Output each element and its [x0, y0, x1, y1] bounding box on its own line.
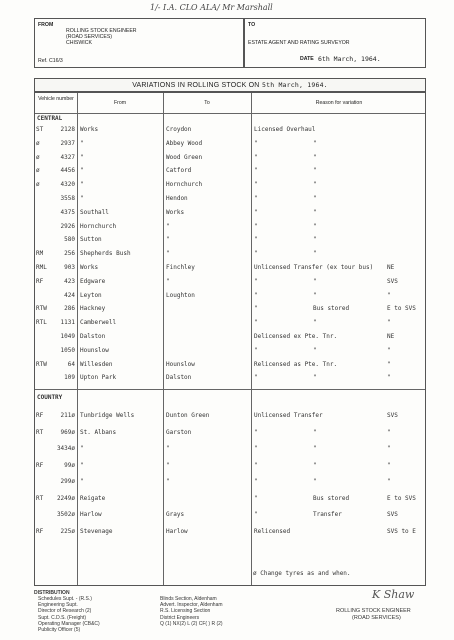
from-location: " — [80, 445, 84, 452]
distribution-item: Supt. C.D.S. (Freight) — [38, 614, 87, 621]
from-location: Dalston — [80, 333, 106, 340]
reason-text: " — [254, 291, 258, 299]
reason-text: " — [254, 181, 258, 189]
vehicle-class: RT — [36, 428, 44, 436]
vehicle-number: 4375 — [60, 208, 75, 216]
reason-text: " — [254, 478, 258, 485]
reason-suffix: NE — [387, 264, 395, 271]
signature-line2: (ROAD SERVICES) — [352, 615, 401, 621]
from-location: Camberwell — [80, 319, 117, 327]
distribution-item: Operating Manager (CB&C) — [38, 620, 100, 627]
reason-text: " — [254, 346, 258, 354]
reason-note: Transfer — [313, 511, 342, 518]
to-location: Dalston — [166, 374, 192, 382]
table-row — [35, 153, 425, 165]
vehicle-number: 903 — [64, 264, 75, 271]
column-header-row — [35, 93, 425, 114]
table-row — [35, 527, 425, 539]
reason-text: " — [254, 494, 258, 502]
vehicle-number: 1131 — [60, 319, 75, 327]
reason-suffix: NE — [387, 333, 395, 340]
reason-suffix: " — [387, 478, 391, 485]
reason-text: " — [254, 374, 258, 382]
vehicle-number: 211ø — [60, 412, 75, 419]
from-location: Sutton — [80, 236, 102, 244]
distribution-left-list — [38, 596, 100, 633]
reason-suffix: " — [387, 291, 391, 299]
table-row — [35, 510, 425, 522]
from-location: Leyton — [80, 291, 102, 299]
vehicle-class: RTW — [36, 360, 47, 368]
reason-note: Bus stored — [313, 494, 350, 502]
distribution-item: Engineering Supt. — [38, 602, 78, 609]
table-row — [35, 208, 425, 220]
vehicle-class: ø — [36, 181, 40, 189]
from-location: Harlow — [80, 511, 102, 518]
to-location: Catford — [166, 167, 192, 175]
vehicle-number: 299ø — [60, 478, 75, 485]
table-row — [35, 304, 425, 316]
distribution-item: Blinds Section, Aldenham — [160, 596, 217, 602]
distribution-item: Advert. Inspector, Aldenham — [160, 602, 223, 609]
distribution-item: Director of Research (2) — [38, 608, 92, 615]
title-prefix: VARIATIONS IN ROLLING STOCK ON — [132, 82, 260, 89]
vehicle-number: 2249ø — [56, 494, 75, 502]
from-location: Upton Park — [80, 374, 117, 382]
reason-note: " — [313, 374, 317, 382]
reason-note: " — [313, 181, 317, 189]
table-row — [35, 263, 425, 275]
from-location: St. Albans — [80, 428, 117, 436]
from-org-line3: CHISWICK — [66, 40, 92, 46]
vehicle-number: 64 — [67, 360, 75, 368]
table-row — [35, 332, 425, 344]
table-row — [35, 180, 425, 192]
variations-table — [34, 92, 426, 586]
vehicle-number: 2937 — [60, 139, 75, 147]
country-rows — [35, 411, 425, 541]
reason-text: " — [254, 445, 258, 452]
from-location: " — [80, 461, 84, 469]
col-header-vehicle: Vehicle number — [38, 96, 74, 102]
distribution-item: District Engineers — [160, 614, 200, 621]
table-row — [35, 461, 425, 473]
table-row — [35, 222, 425, 234]
vehicle-number: 3502ø — [56, 511, 75, 518]
vehicle-class: RT — [36, 494, 44, 502]
footnote: ø Change tyres as and when. — [253, 570, 351, 577]
vehicle-number: 3558 — [60, 195, 75, 202]
reason-text: " — [254, 305, 258, 313]
reason-note: " — [313, 222, 317, 230]
distribution-item: Publicity Officer (5) — [38, 627, 81, 634]
reason-note: " — [313, 195, 317, 202]
to-label: TO — [248, 22, 256, 28]
reason-text: " — [254, 236, 258, 244]
reason-suffix: " — [387, 360, 391, 368]
to-location: Hornchurch — [166, 181, 203, 189]
reason-text: Licensed Overhaul — [254, 126, 316, 133]
vehicle-number: 3434ø — [56, 445, 75, 452]
to-location: " — [166, 222, 170, 230]
reason-suffix: E to SVS — [387, 494, 416, 502]
to-location: Grays — [166, 511, 185, 518]
table-row — [35, 494, 425, 506]
reason-text: Delicensed ex Pte. Tnr. — [254, 333, 338, 340]
reason-suffix: " — [387, 374, 391, 382]
distribution-label: DISTRIBUTION — [34, 590, 70, 596]
table-row — [35, 346, 425, 358]
vehicle-class: RTW — [36, 305, 47, 313]
reason-suffix: E to SVS — [387, 305, 416, 313]
reason-text: Unlicensed Transfer — [254, 412, 323, 419]
to-location: Wood Green — [166, 153, 203, 161]
table-row — [35, 166, 425, 178]
vehicle-class: ø — [36, 167, 40, 175]
table-row — [35, 249, 425, 261]
vehicle-number: 2128 — [60, 126, 75, 133]
reason-suffix: SVS — [387, 412, 398, 419]
reason-note: " — [313, 428, 317, 436]
distribution-item: Schedules Supt. - (R.S.) — [38, 596, 92, 602]
vehicle-number: 424 — [64, 291, 75, 299]
date-label: DATE — [300, 56, 314, 62]
reason-note: " — [313, 291, 317, 299]
reason-note: " — [313, 250, 317, 258]
from-location: Works — [80, 264, 99, 271]
vehicle-number: 2926 — [60, 222, 75, 230]
to-location: " — [166, 478, 170, 485]
from-location: " — [80, 478, 84, 485]
reason-note: Bus stored — [313, 305, 350, 313]
reason-text: " — [254, 153, 258, 161]
vehicle-number: 256 — [64, 250, 75, 258]
to-location: " — [166, 250, 170, 258]
vehicle-number: 99ø — [64, 461, 75, 469]
from-location: Willesden — [80, 360, 113, 368]
table-row — [35, 360, 425, 372]
to-org: ESTATE AGENT AND RATING SURVEYOR — [248, 40, 350, 46]
to-location: Works — [166, 208, 185, 216]
from-location: " — [80, 167, 84, 175]
to-location: " — [166, 445, 170, 452]
handwritten-routing: 1/- I.A. CLO ALA/ Mr Marshall — [150, 3, 273, 12]
reason-text: Unlicensed Transfer (ex tour bus) — [254, 264, 374, 271]
reason-note: " — [313, 208, 317, 216]
to-location: Dunton Green — [166, 412, 210, 419]
ref-number: Ref. C16/3 — [38, 58, 63, 64]
to-location: " — [166, 236, 170, 244]
from-location: Stevenage — [80, 527, 113, 535]
table-row — [35, 318, 425, 330]
reason-note: " — [313, 153, 317, 161]
from-location: Southall — [80, 208, 109, 216]
to-location: Hendon — [166, 195, 188, 202]
reason-suffix: SVS — [387, 511, 398, 518]
from-location: Edgware — [80, 277, 106, 285]
reason-text: " — [254, 428, 258, 436]
reason-note: " — [313, 346, 317, 354]
table-row — [35, 428, 425, 440]
to-location: " — [166, 277, 170, 285]
col-header-reason: Reason for variation — [315, 100, 363, 106]
table-row — [35, 139, 425, 151]
from-location: Hounslow — [80, 346, 109, 354]
reason-suffix: SVS to E — [387, 527, 416, 535]
from-location: " — [80, 139, 84, 147]
vehicle-class: ø — [36, 153, 40, 161]
table-row — [35, 235, 425, 247]
vehicle-number: 969ø — [60, 428, 75, 436]
vehicle-number: 225ø — [60, 527, 75, 535]
vehicle-class: RF — [36, 461, 44, 469]
vehicle-class: RM — [36, 250, 44, 258]
table-title — [34, 81, 426, 89]
from-location: Tunbridge Wells — [80, 412, 135, 419]
reason-suffix: " — [387, 428, 391, 436]
table-row — [35, 125, 425, 137]
from-location: Shepherds Bush — [80, 250, 131, 258]
reason-suffix: " — [387, 461, 391, 469]
vehicle-class: ST — [36, 126, 44, 133]
reason-text: " — [254, 222, 258, 230]
from-location: " — [80, 181, 84, 189]
from-location: Hackney — [80, 305, 106, 313]
table-row — [35, 444, 425, 456]
reason-text: Relicensed — [254, 527, 291, 535]
table-row — [35, 411, 425, 423]
section-central: CENTRAL — [37, 115, 63, 122]
reason-suffix: " — [387, 445, 391, 452]
vehicle-number: 1050 — [60, 346, 75, 354]
reason-note: " — [313, 139, 317, 147]
vehicle-number: 286 — [64, 305, 75, 313]
reason-note: " — [313, 277, 317, 285]
vehicle-class: RTL — [36, 319, 47, 327]
to-location: Finchley — [166, 264, 195, 271]
section-divider — [35, 389, 425, 390]
table-row — [35, 477, 425, 489]
signature-handwritten: K Shaw — [372, 588, 415, 601]
reason-suffix: " — [387, 319, 391, 327]
vehicle-class: RF — [36, 412, 44, 419]
reason-note: " — [313, 167, 317, 175]
vehicle-number: 4327 — [60, 153, 75, 161]
vehicle-class: RF — [36, 277, 44, 285]
to-location: Croydon — [166, 126, 192, 133]
reason-text: " — [254, 511, 258, 518]
vehicle-number: 4320 — [60, 181, 75, 189]
vehicle-number: 4456 — [60, 167, 75, 175]
distribution-item: Q (1) NX(2) L (2) CF( ) R (2) — [160, 620, 223, 627]
date-value: 6th March, 1964. — [318, 55, 381, 63]
from-org-line1: ROLLING STOCK ENGINEER — [66, 28, 137, 34]
distribution-right-list — [160, 596, 223, 627]
vehicle-class: ø — [36, 139, 40, 147]
reason-note: " — [313, 236, 317, 244]
reason-text: " — [254, 461, 258, 469]
reason-text: " — [254, 250, 258, 258]
reason-note: " — [313, 478, 317, 485]
reason-note: " — [313, 461, 317, 469]
table-row — [35, 194, 425, 206]
reason-suffix: " — [387, 346, 391, 354]
vehicle-class: RF — [36, 527, 44, 535]
vehicle-number: 580 — [64, 236, 75, 244]
to-location: " — [166, 461, 170, 469]
from-location: " — [80, 195, 84, 202]
reason-suffix: SVS — [387, 277, 398, 285]
vehicle-number: 423 — [64, 277, 75, 285]
reason-note: " — [313, 445, 317, 452]
signature-line1: ROLLING STOCK ENGINEER — [336, 608, 411, 614]
reason-text: " — [254, 319, 258, 327]
to-location: Abbey Wood — [166, 139, 203, 147]
reason-text: " — [254, 208, 258, 216]
to-location: Hounslow — [166, 360, 195, 368]
reason-note: " — [313, 319, 317, 327]
from-location: Reigate — [80, 494, 106, 502]
vehicle-class: RML — [36, 264, 47, 271]
reason-text: " — [254, 139, 258, 147]
vehicle-number: 1049 — [60, 333, 75, 340]
from-location: Works — [80, 126, 99, 133]
reason-text: " — [254, 195, 258, 202]
from-location: " — [80, 153, 84, 161]
reason-text: " — [254, 167, 258, 175]
from-org-line2: (ROAD SERVICES) — [66, 34, 113, 40]
table-row — [35, 373, 425, 385]
from-location: Hornchurch — [80, 222, 117, 230]
table-row — [35, 291, 425, 303]
from-label: FROM — [38, 22, 54, 28]
central-rows — [35, 125, 425, 382]
table-row — [35, 277, 425, 289]
title-date: 5th March, 1964. — [261, 81, 328, 89]
col-header-from: From — [113, 100, 127, 106]
to-location: Loughton — [166, 291, 195, 299]
to-location: Garston — [166, 428, 192, 436]
vehicle-number: 109 — [64, 374, 75, 382]
reason-text: Relicensed as Pte. Tnr. — [254, 360, 338, 368]
col-header-to: To — [204, 100, 210, 106]
reason-text: " — [254, 277, 258, 285]
to-location: Harlow — [166, 527, 188, 535]
distribution-item: R.S. Licensing Section — [160, 608, 211, 615]
section-country: COUNTRY — [37, 394, 63, 401]
